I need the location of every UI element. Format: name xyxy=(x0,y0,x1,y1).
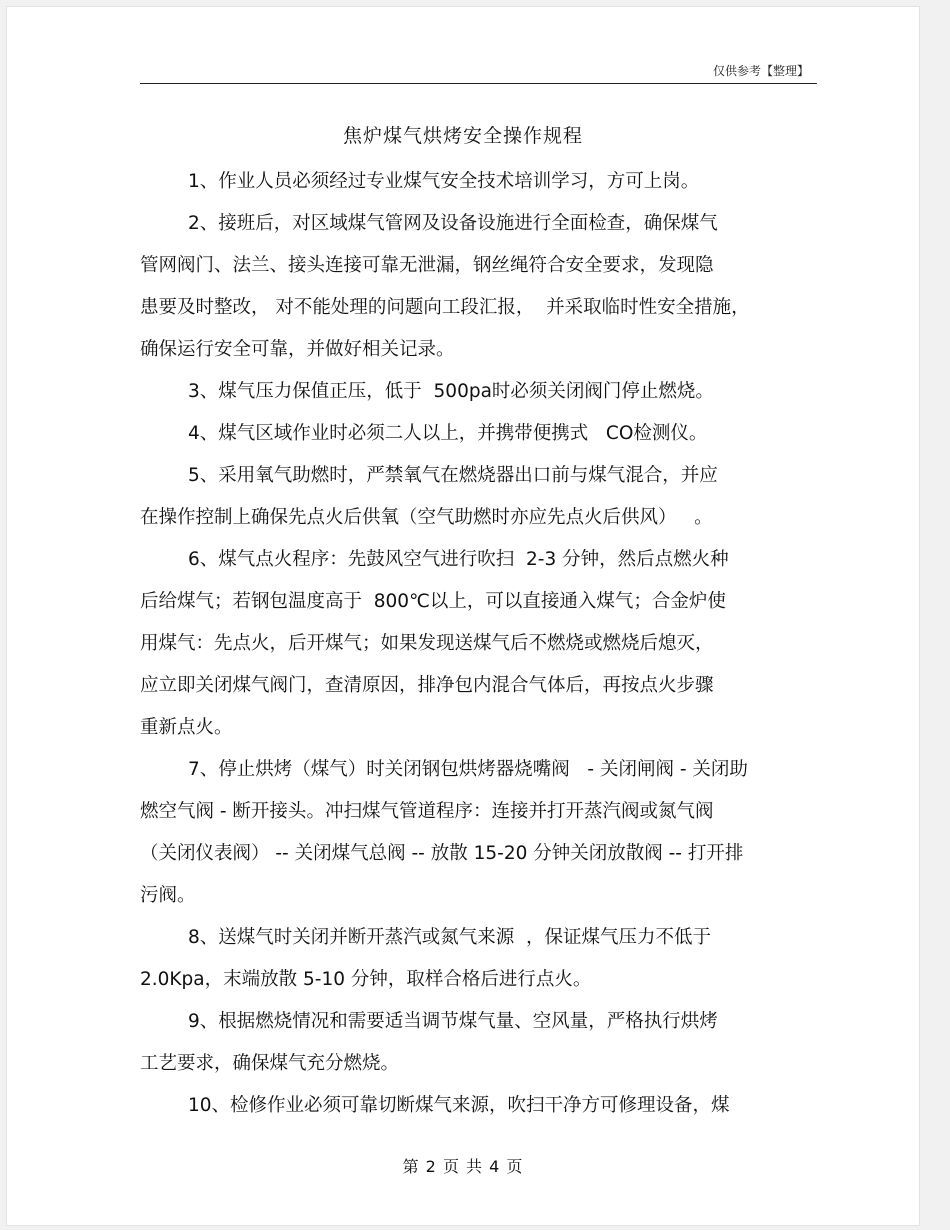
paragraph-4 xyxy=(140,413,820,455)
paragraph-10 xyxy=(140,1085,820,1127)
header-divider xyxy=(140,83,817,84)
paragraph-line: 9、根据燃烧情况和需要适当调节煤气量、空风量，严格执行烘烤 xyxy=(188,1011,718,1032)
paragraph-line: 燃空气阀 - 断开接头。冲扫煤气管道程序：连接并打开蒸汽阀或氮气阀 xyxy=(140,801,714,822)
paragraph-2 xyxy=(140,203,820,371)
paragraph-6 xyxy=(140,539,820,749)
paragraph-line: 2.0Kpa，末端放散 5-10 分钟，取样合格后进行点火。 xyxy=(140,969,592,990)
paragraph-line: 确保运行安全可靠，并做好相关记录。 xyxy=(140,339,455,360)
paragraph-3 xyxy=(140,371,820,413)
paragraph-line: 6、煤气点火程序：先鼓风空气进行吹扫 2-3 分钟，然后点燃火种 xyxy=(188,549,729,570)
paragraph-line: 3、煤气压力保值正压，低于 500pa时必须关闭阀门停止燃烧。 xyxy=(188,381,714,402)
page-number: 第 2 页 共 4 页 xyxy=(402,1157,524,1176)
paragraph-line: 后给煤气；若钢包温度高于 800℃以上，可以直接通入煤气；合金炉使 xyxy=(140,591,726,612)
paragraph-line: 用煤气：先点火，后开煤气；如果发现送煤气后不燃烧或燃烧后熄灭， xyxy=(140,633,714,654)
paragraph-9 xyxy=(140,1001,820,1085)
paragraph-line: 应立即关闭煤气阀门，查清原因，排净包内混合气体后，再按点火步骤 xyxy=(140,675,714,696)
paragraph-line: 7、停止烘烤（煤气）时关闭钢包烘烤器烧嘴阀 - 关闭闸阀 - 关闭助 xyxy=(188,759,748,780)
paragraph-1 xyxy=(140,161,820,203)
paragraph-line: 4、煤气区域作业时必须二人以上，并携带便携式 CO检测仪。 xyxy=(188,423,708,444)
paragraph-5 xyxy=(140,455,820,539)
document-body xyxy=(140,161,820,1127)
paragraph-line: 管网阀门、法兰、接头连接可靠无泄漏，钢丝绳符合安全要求，发现隐 xyxy=(140,255,714,276)
paragraph-8 xyxy=(140,917,820,1001)
paragraph-7 xyxy=(140,749,820,917)
paragraph-line: 重新点火。 xyxy=(140,717,233,738)
header-note: 仅供参考【整理】 xyxy=(712,64,809,78)
document-title: 焦炉煤气烘烤安全操作规程 xyxy=(342,125,583,147)
paragraph-line: 5、采用氧气助燃时，严禁氧气在燃烧器出口前与煤气混合，并应 xyxy=(188,465,718,486)
paragraph-line: 1、作业人员必须经过专业煤气安全技术培训学习，方可上岗。 xyxy=(188,171,700,192)
paragraph-line: 2、接班后，对区域煤气管网及设备设施进行全面检查，确保煤气 xyxy=(188,213,718,234)
paragraph-line: 10、检修作业必须可靠切断煤气来源，吹扫干净方可修理设备，煤 xyxy=(188,1095,730,1116)
paragraph-line: 8、送煤气时关闭并断开蒸汽或氮气来源 ，保证煤气压力不低于 xyxy=(188,927,712,948)
paragraph-line: （关闭仪表阀） -- 关闭煤气总阀 -- 放散 15-20 分钟关闭放散阀 -- 打开排 xyxy=(140,843,744,864)
paragraph-line: 在操作控制上确保先点火后供氧（空气助燃时亦应先点火后供风） 。 xyxy=(140,507,713,528)
paragraph-line: 患要及时整改， 对不能处理的问题向工段汇报， 并采取临时性安全措施， xyxy=(140,297,750,318)
document-page xyxy=(6,6,920,1226)
paragraph-line: 污阀。 xyxy=(140,885,196,906)
paragraph-line: 工艺要求，确保煤气充分燃烧。 xyxy=(140,1053,400,1074)
